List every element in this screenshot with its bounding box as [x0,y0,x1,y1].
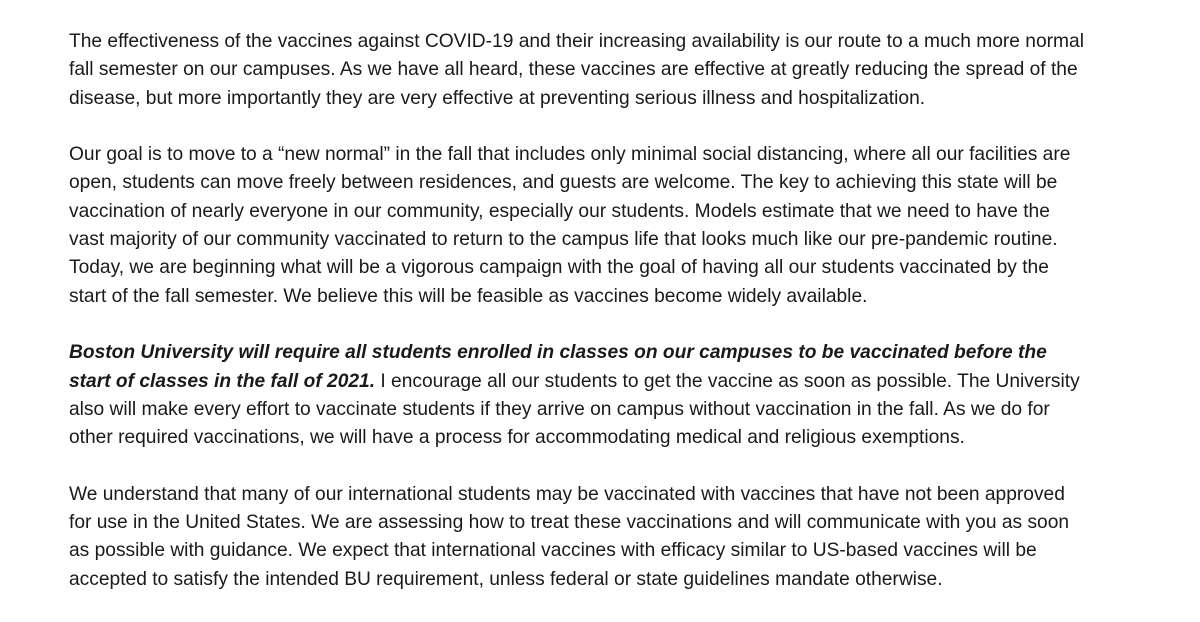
text-line: We understand that many of our international students may be vaccinated with vaccines that have not been approved [69,483,1065,505]
paragraph-new-normal-goal [69,141,1139,311]
text-line: vaccination of nearly everyone in our community, especially our students. Models estimate that we need to have the [69,200,1050,222]
text-line: start of the fall semester. We believe this will be feasible as vaccines become widely available. [69,285,868,307]
requirement-statement: Boston University will require all students enrolled in classes on our campuses to be vaccinated before the [69,342,1047,364]
text-line [69,368,1139,396]
text-line: other required vaccinations, we will have a process for accommodating medical and religious exemptions. [69,427,965,449]
text-line: fall semester on our campuses. As we have all heard, these vaccines are effective at greatly reducing the spread of the [69,59,1078,81]
letter-body [69,28,1139,622]
text-line: for use in the United States. We are assessing how to treat these vaccinations and will communicate with you as soon [69,512,1070,534]
text-line: open, students can move freely between residences, and guests are welcome. The key to achieving this state will be [69,172,1058,194]
text-line: Our goal is to move to a “new normal” in the fall that includes only minimal social distancing, where all our facilities are [69,144,1071,166]
text-line: as possible with guidance. We expect that international vaccines with efficacy similar to US-based vaccines will be [69,540,1037,562]
paragraph-vaccine-effectiveness [69,28,1139,113]
text-line: disease, but more importantly they are very effective at preventing serious illness and hospitalization. [69,87,926,109]
text-line: vast majority of our community vaccinated to return to the campus life that looks much like our pre-pandemic routine. [69,229,1058,251]
requirement-statement-end: start of classes in the fall of 2021. [69,370,376,392]
text-line: also will make every effort to vaccinate students if they arrive on campus without vaccination in the fall. As we do for [69,398,1050,420]
paragraph-international-students [69,481,1139,594]
paragraph-vaccination-requirement [69,339,1139,452]
text-line: The effectiveness of the vaccines against COVID-19 and their increasing availability is our route to a much more normal [69,31,1084,52]
text-fragment: I encourage all our students to get the vaccine as soon as possible. The University [375,370,1080,392]
text-line: accepted to satisfy the intended BU requirement, unless federal or state guidelines mandate otherwise. [69,568,943,590]
text-line: Today, we are beginning what will be a vigorous campaign with the goal of having all our students vaccinated by the [69,257,1049,279]
